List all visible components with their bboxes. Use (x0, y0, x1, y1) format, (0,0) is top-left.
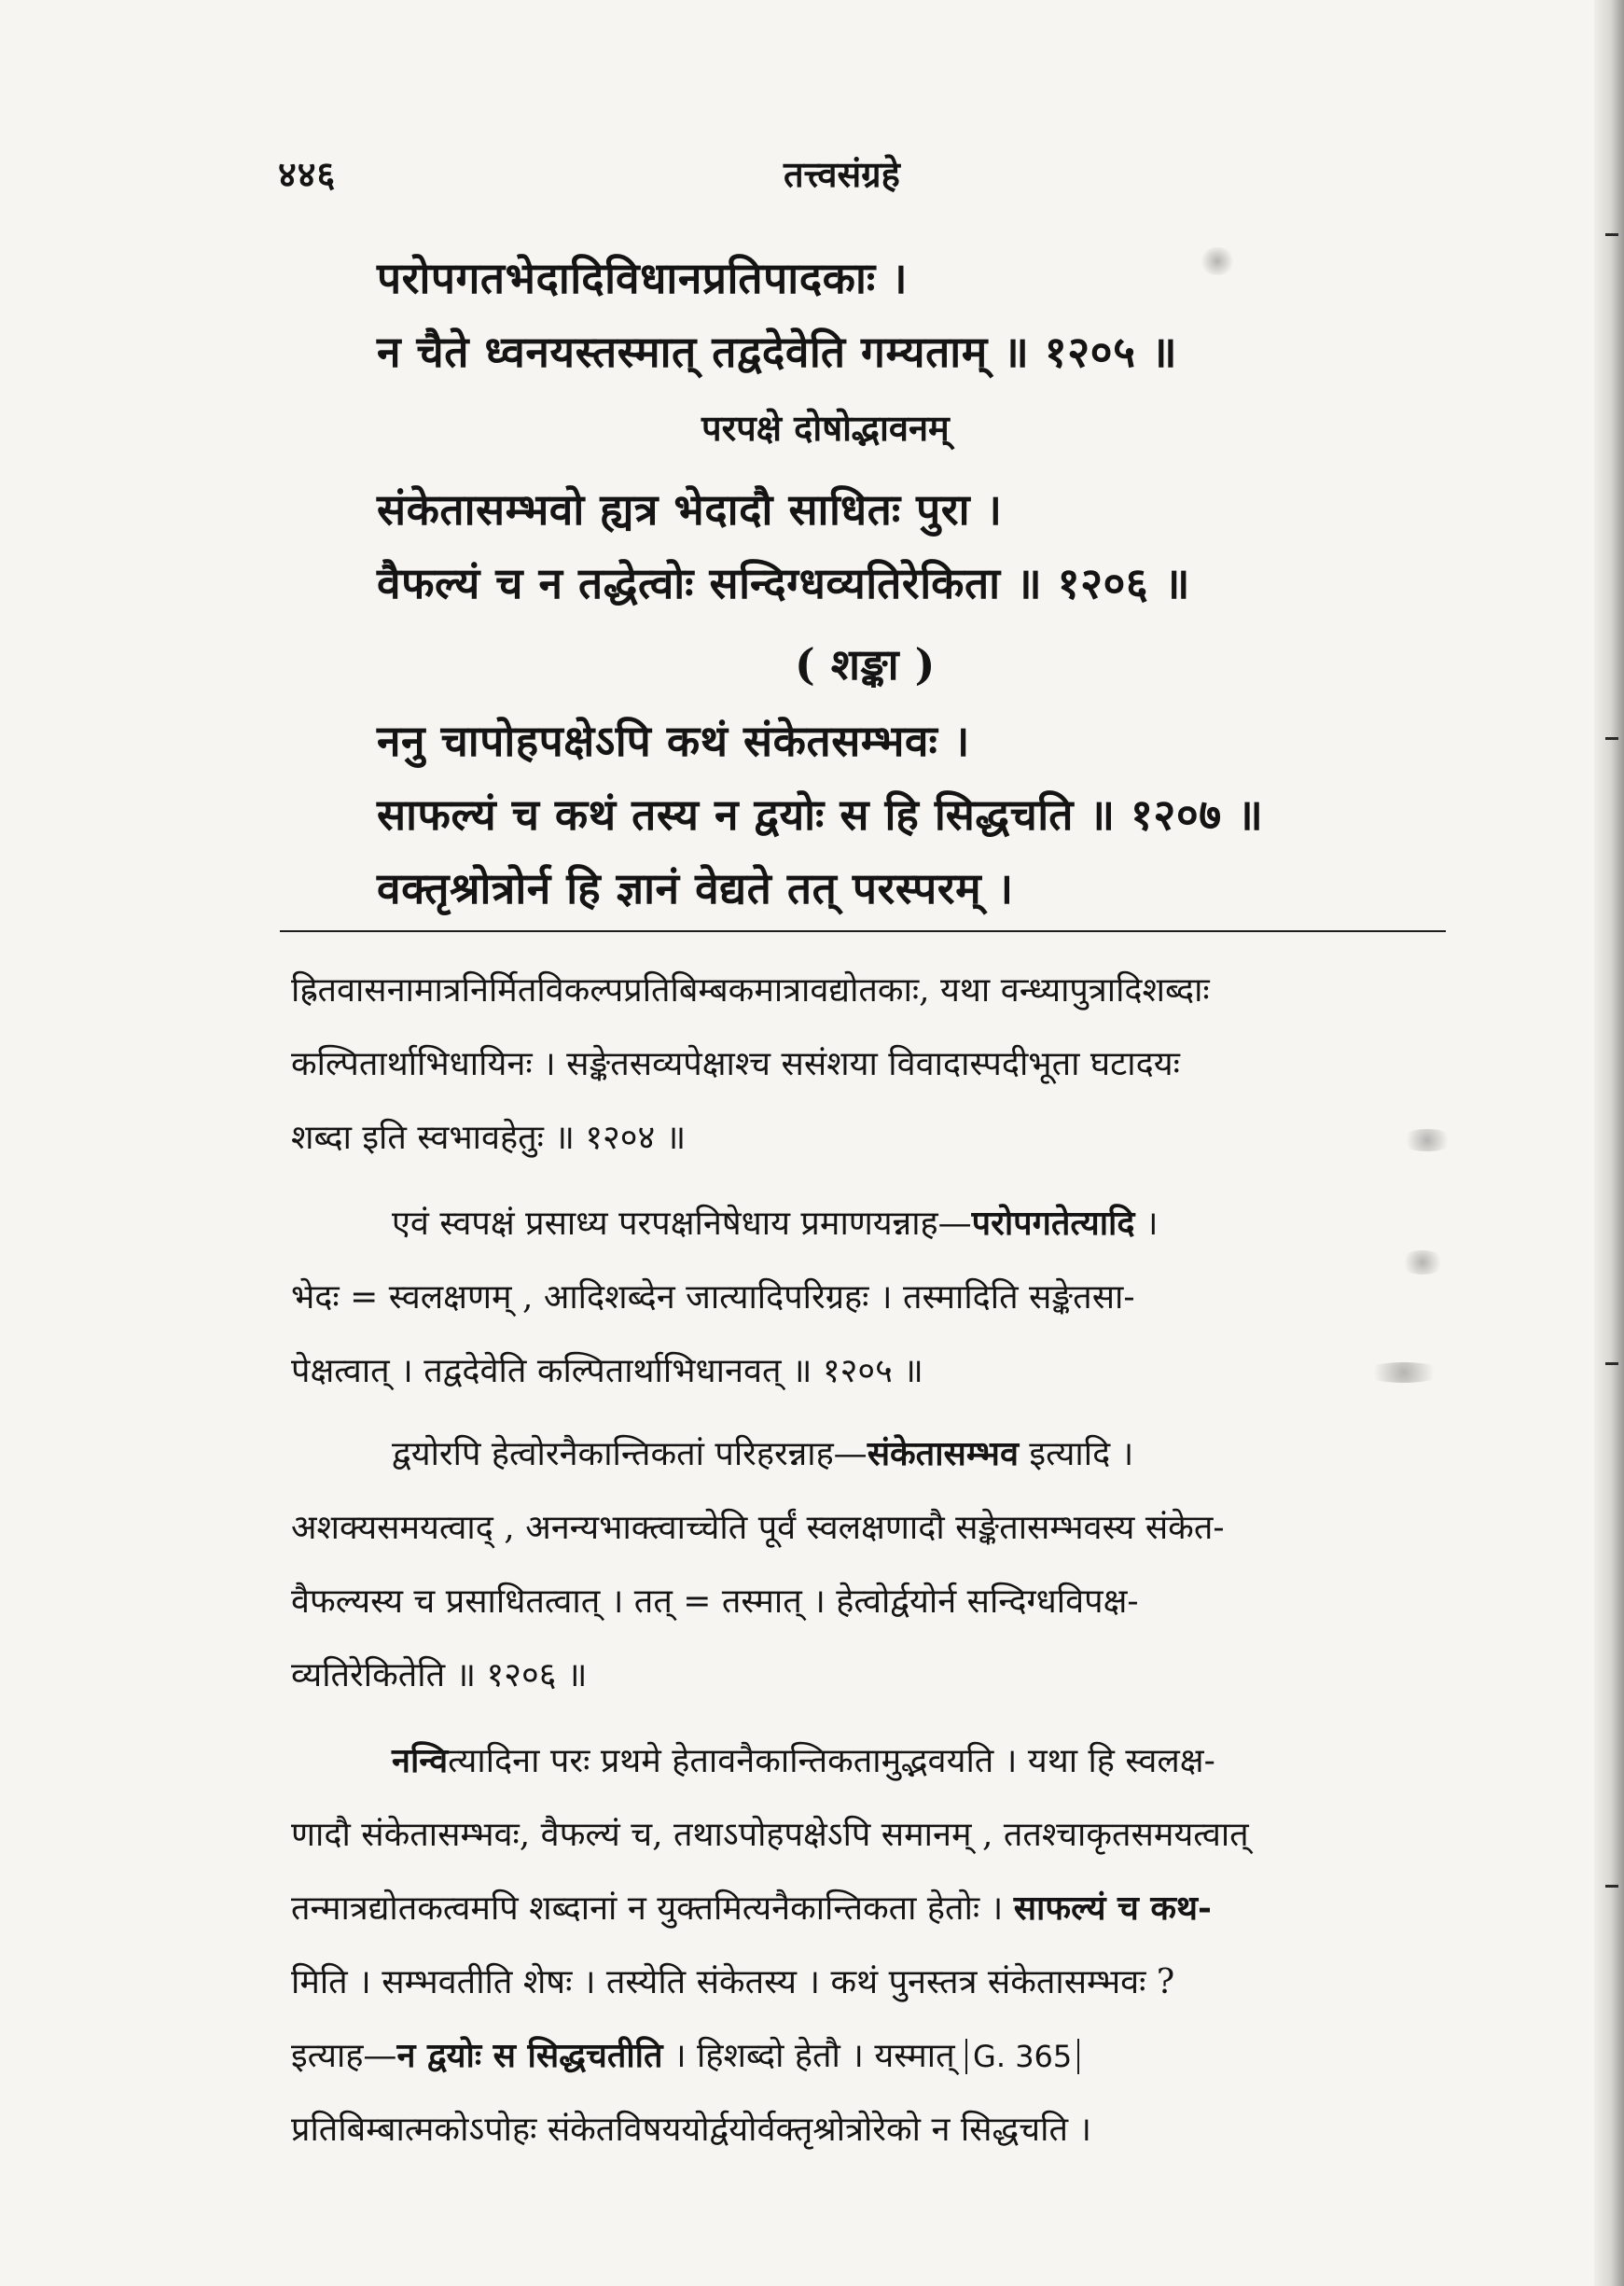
commentary-line: पेक्षत्वात् । तद्वदेवेति कल्पितार्थाभिधानवत् ॥ १२०५ ॥ (291, 1352, 923, 1390)
verse-1207-line-a: ननु चापोहपक्षेऽपि कथं संकेतसम्भवः । (377, 716, 970, 766)
commentary-line (291, 2036, 1079, 2076)
commentary-line: शब्दा इति स्वभावहेतुः ॥ १२०४ ॥ (291, 1119, 687, 1157)
scan-speck (1199, 247, 1236, 275)
scan-speck (1399, 1250, 1446, 1275)
gos-page-reference: G. 365 (965, 2039, 1079, 2074)
commentary-line: मिति । सम्भवतीति शेषः । तस्येति संकेतस्य । कथं पुनस्तत्र संकेतासम्भवः ? (291, 1963, 1175, 2001)
verse-1205-line-a: परोपगतभेदादिविधानप्रतिपादकाः । (377, 253, 909, 303)
commentary-line: व्यतिरेकितेति ॥ १२०६ ॥ (291, 1656, 588, 1694)
commentary-text: । (1134, 1205, 1159, 1243)
verse-1206-line-b: वैफल्यं च न तद्धेत्वोः सन्दिग्धव्यतिरेकिता ॥ १२०६ ॥ (377, 558, 1190, 608)
commentary-line: प्रतिबिम्बात्मकोऽपोहः संकेतविषययोर्द्वयोर्वक्तृश्रोत्रोरेको न सिद्धचति । (291, 2111, 1092, 2149)
commentary-line (392, 1204, 1159, 1244)
commentary-text: इत्याह— (291, 2037, 397, 2075)
commentary-text: द्वयोरपि हेत्वोरनैकान्तिकतां परिहरन्नाह— (392, 1435, 868, 1473)
scan-speck (1362, 1362, 1446, 1383)
running-title: तत्त्वसंग्रहे (784, 153, 900, 195)
verse-1205-line-b: न चैते ध्वनयस्तस्मात् तद्वदेवेति गम्यताम् ॥ १२०५ ॥ (377, 327, 1178, 377)
commentary-line: अशक्यसमयत्वाद् , अनन्यभाक्त्वाच्चेति पूर्वं स्वलक्षणादौ सङ्केतासम्भवस्य संकेत- (291, 1509, 1225, 1547)
verse-1206-line-a: संकेतासम्भवो ह्यत्र भेदादौ साधितः पुरा । (377, 484, 1003, 535)
commentary-line: ह्रितवासनामात्रनिर्मितविकल्पप्रतिबिम्बकमात्रावद्योतकाः, यथा वन्ध्यापुत्रादिशब्दाः (291, 971, 1210, 1010)
commentary-lemma: नन्वि (392, 1741, 449, 1780)
page-number: ४४६ (278, 153, 337, 195)
page-binding-edge (1594, 0, 1624, 2286)
verse-1207-line-b: साफल्यं च कथं तस्य न द्वयोः स हि सिद्धचति ॥ १२०७ ॥ (377, 789, 1264, 840)
commentary-text: एवं स्वपक्षं प्रसाध्य परपक्षनिषेधाय प्रमाणयन्नाह— (392, 1205, 972, 1243)
scan-speck (1399, 1129, 1455, 1151)
commentary-line (392, 1434, 1133, 1474)
commentary-text: तन्मात्रद्योतकत्वमपि शब्दानां न युक्तमित्यनैकान्तिकता हेतोः । (291, 1889, 1014, 1928)
edge-mark (1605, 1362, 1618, 1365)
commentary-lemma: साफल्यं च कथ- (1013, 1889, 1212, 1928)
commentary-line (392, 1741, 1215, 1781)
commentary-line (291, 1889, 1212, 1929)
commentary-line: णादौ संकेतासम्भवः, वैफल्यं च, तथाऽपोहपक्षेऽपि समानम् , ततश्चाकृतसमयत्वात् (291, 1816, 1249, 1854)
commentary-lemma: परोपगतेत्यादि (971, 1204, 1135, 1243)
commentary-line: भेदः = स्वलक्षणम् , आदिशब्देन जात्यादिपरिग्रहः । तस्मादिति सङ्केतसा- (291, 1278, 1135, 1317)
commentary-text: इत्यादि । (1018, 1435, 1134, 1473)
footnote-divider (280, 930, 1446, 932)
commentary-line: कल्पितार्थाभिधायिनः । सङ्केतसव्यपेक्षाश्च ससंशया विवादास्पदीभूता घटादयः (291, 1045, 1180, 1083)
verse-1208-line-a: वक्तृश्रोत्रोर्न हि ज्ञानं वेद्यते तत् परस्परम् । (377, 863, 1014, 913)
edge-mark (1605, 233, 1618, 236)
commentary-text: । हिशब्दो हेतौ । यस्मात् (662, 2037, 955, 2075)
commentary-lemma: न द्वयोः स सिद्धचतीति (396, 2036, 663, 2075)
section-heading: परपक्षे दोषोद्भावनम् (701, 407, 950, 449)
commentary-text: त्यादिना परः प्रथमे हेतावनैकान्तिकतामुद्भवयति । यथा हि स्वलक्ष- (448, 1742, 1215, 1780)
edge-mark (1605, 1885, 1618, 1888)
shanka-heading: ( शङ्का ) (795, 639, 936, 690)
edge-mark (1605, 737, 1618, 740)
commentary-line: वैफल्यस्य च प्रसाधितत्वात् । तत् = तस्मात् । हेत्वोर्द्वयोर्न सन्दिग्धविपक्ष- (291, 1582, 1139, 1621)
commentary-lemma: संकेतासम्भव (867, 1434, 1019, 1473)
